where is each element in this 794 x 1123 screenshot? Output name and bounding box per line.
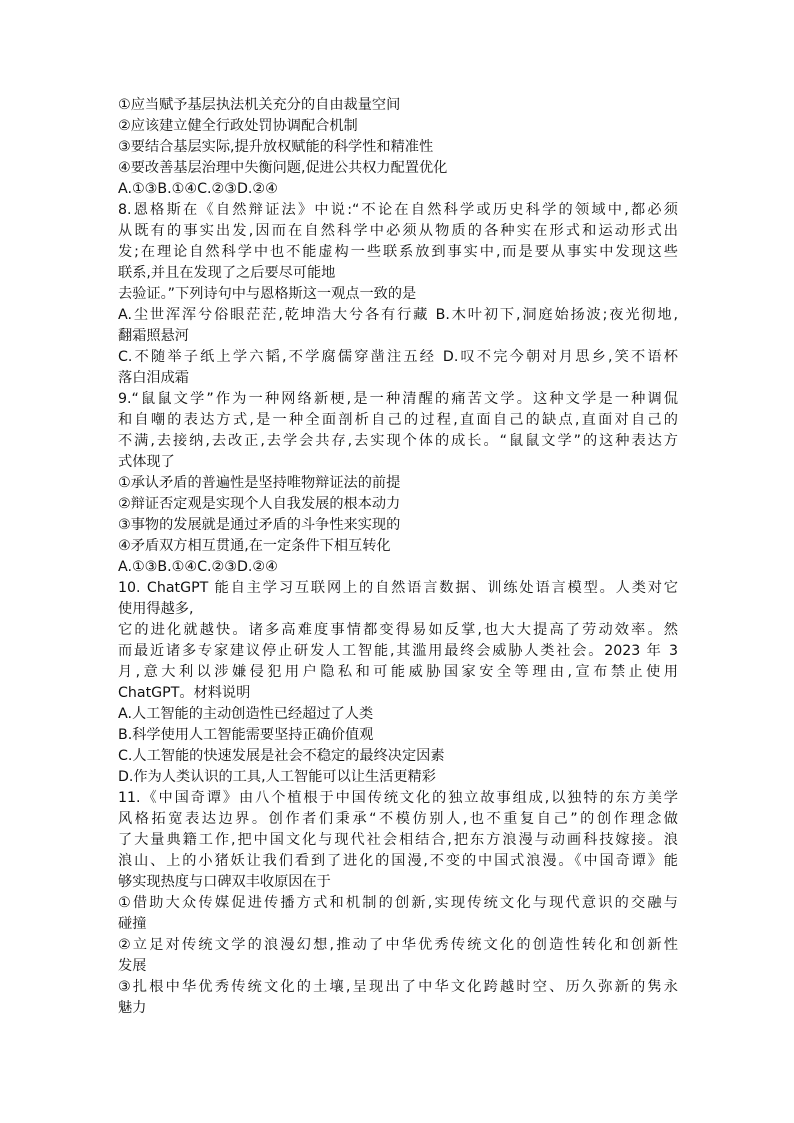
text-line-q9-answers: A.①③B.①④C.②③D.②④ [118, 559, 278, 575]
text-line-q7-answers: A.①③B.①④C.②③D.②④ [118, 181, 278, 197]
text-line-q7-opt1: ①应当赋予基层执法机关充分的自由裁量空间 [118, 97, 401, 113]
text-line-q10-stem-1: 10. ChatGPT 能自主学习互联网上的自然语言数据、训练处语言模型。人类对它 [118, 580, 678, 596]
document-page [118, 95, 678, 1019]
text-line-q9-opt2: ②辩证否定观是实现个人自我发展的根本动力 [118, 496, 401, 512]
text-line-q9-stem-4: 式体现了 [118, 454, 175, 470]
text-line-q8-stem-4: 联系,并且在发现了之后要尽可能地 [118, 265, 336, 281]
text-line-q8-opt-ab-2: 翻霜照悬河 [118, 328, 189, 344]
text-line-q8-stem-5: 去验证。”下列诗句中与恩格斯这一观点一致的是 [118, 286, 417, 302]
text-line-q10-stem-3: 它的进化就越快。诸多高难度事情都变得易如反掌,也大大提高了劳动效率。然 [118, 622, 678, 638]
text-line-q11-stem-2: 风格拓宽表达边界。创作者们秉承“不模仿别人,也不重复自己”的创作理念做 [118, 811, 678, 827]
text-line-q11-opt3-1: ③扎根中华优秀传统文化的土壤,呈现出了中华文化跨越时空、历久弥新的隽永 [118, 979, 678, 995]
text-line-q10-optB: B.科学使用人工智能需要坚持正确价值观 [118, 727, 374, 743]
text-line-q11-stem-5: 够实现热度与口碑双丰收原因在于 [118, 874, 331, 890]
text-line-q11-opt2-1: ②立足对传统文学的浪漫幻想,推动了中华优秀传统文化的创造性转化和创新性 [118, 937, 678, 953]
text-line-q8-opt-ab-1: A.尘世浑浑兮俗眼茫茫,乾坤浩大兮各有行藏 B.木叶初下,洞庭始扬波;夜光彻地, [118, 307, 678, 323]
question-text-block [118, 95, 678, 1019]
text-line-q9-opt3: ③事物的发展就是通过矛盾的斗争性来实现的 [118, 517, 401, 533]
text-line-q11-opt3-2: 魅力 [118, 1000, 147, 1016]
text-line-q8-opt-cd-2: 落白泪成霜 [118, 370, 189, 386]
text-line-q11-stem-1: 11.《中国奇谭》由八个植根于中国传统文化的独立故事组成,以独特的东方美学 [118, 790, 678, 806]
text-line-q9-opt4: ④矛盾双方相互贯通,在一定条件下相互转化 [118, 538, 391, 554]
text-line-q11-opt2-2: 发展 [118, 958, 147, 974]
text-line-q10-optA: A.人工智能的主动创造性已经超过了人类 [118, 706, 374, 722]
text-line-q7-opt4: ④要改善基层治理中失衡问题,促进公共权力配置优化 [118, 160, 448, 176]
text-line-q8-opt-cd-1: C.不随举子纸上学六韬,不学腐儒穿凿注五经 D.叹不完今朝对月思乡,笑不语杯 [118, 349, 678, 365]
text-line-q10-optC: C.人工智能的快速发展是社会不稳定的最终决定因素 [118, 748, 445, 764]
text-line-q11-opt1-1: ①借助大众传媒促进传播方式和机制的创新,实现传统文化与现代意识的交融与 [118, 895, 678, 911]
text-line-q10-stem-4: 而最近诸多专家建议停止研发人工智能,其滥用最终会威胁人类社会。2023 年 3 [118, 643, 678, 659]
text-line-q11-stem-4: 浪山、上的小猪妖让我们看到了进化的国漫,不变的中国式浪漫。《中国奇谭》能 [118, 853, 678, 869]
text-line-q7-opt2: ②应该建立健全行政处罚协调配合机制 [118, 118, 358, 134]
text-line-q9-stem-2: 和自嘲的表达方式,是一种全面剖析自己的过程,直面自己的缺点,直面对自己的 [118, 412, 678, 428]
text-line-q8-stem-1: 8.恩格斯在《自然辩证法》中说:“不论在自然科学或历史科学的领域中,都必须 [118, 202, 678, 218]
text-line-q9-stem-1: 9.“鼠鼠文学”作为一种网络新梗,是一种清醒的痛苦文学。这种文学是一种调侃 [118, 391, 678, 407]
text-line-q10-stem-6: ChatGPT。材料说明 [118, 685, 251, 701]
text-line-q7-opt3: ③要结合基层实际,提升放权赋能的科学性和精准性 [118, 139, 434, 155]
text-line-q11-stem-3: 了大量典籍工作,把中国文化与现代社会相结合,把东方浪漫与动画科技嫁接。浪 [118, 832, 678, 848]
text-line-q11-opt1-2: 碰撞 [118, 916, 147, 932]
text-line-q9-opt1: ①承认矛盾的普遍性是坚持唯物辩证法的前提 [118, 475, 401, 491]
text-line-q10-stem-2: 使用得越多, [118, 601, 194, 617]
text-line-q8-stem-2: 从既有的事实出发,因而在自然科学中必须从物质的各种实在形式和运动形式出 [118, 223, 678, 239]
text-line-q8-stem-3: 发;在理论自然科学中也不能虚构一些联系放到事实中,而是要从事实中发现这些 [118, 244, 678, 260]
text-line-q10-optD: D.作为人类认识的工具,人工智能可以让生活更精彩 [118, 769, 436, 785]
text-line-q10-stem-5: 月,意大利以涉嫌侵犯用户隐私和可能威胁国家安全等理由,宣布禁止使用 [118, 664, 678, 680]
text-line-q9-stem-3: 不满,去接纳,去改正,去学会共存,去实现个体的成长。“鼠鼠文学”的这种表达方 [118, 433, 678, 449]
